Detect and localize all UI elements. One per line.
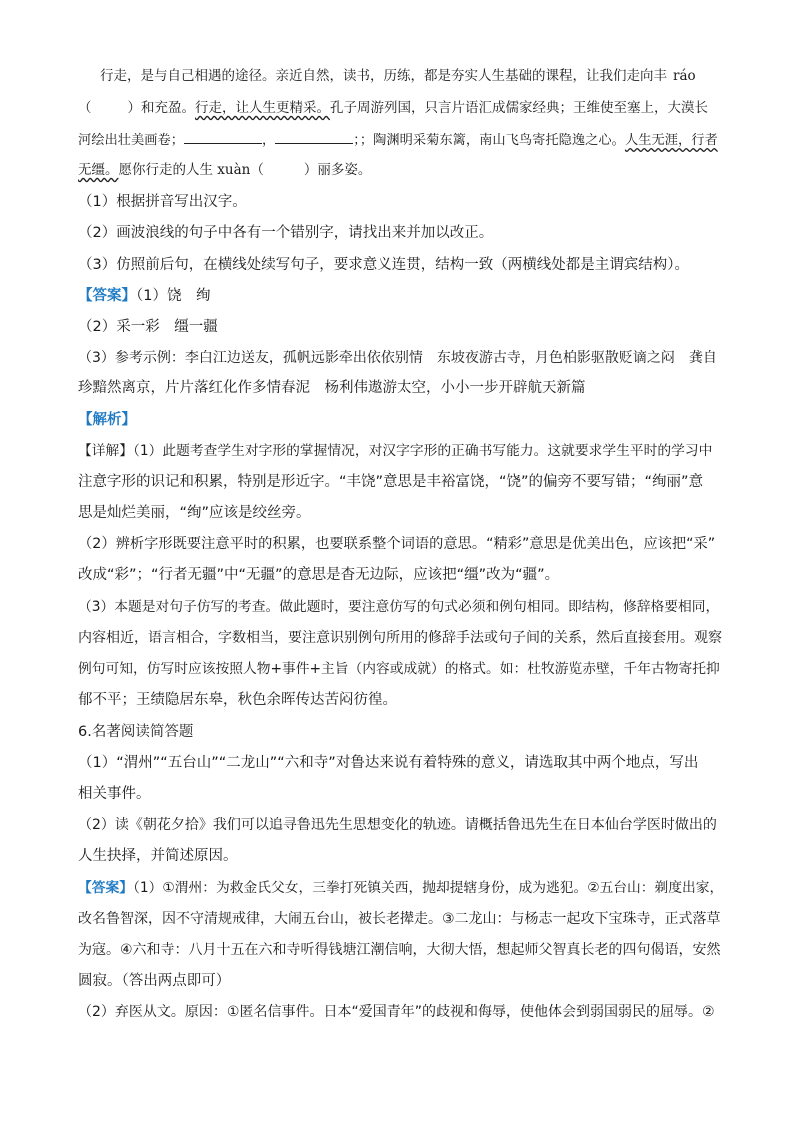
answer-label: 【答案】 (78, 288, 136, 304)
analysis-p3-line-4: 郁不平；王绩隐居东皋，秋色余晖传达苦闷彷徨。 (78, 692, 397, 708)
wavy-sentence-2: 人生无涯，行者 (624, 133, 718, 148)
wavy-sentence-2-end: 无缰。 (78, 162, 119, 178)
answer-5-line-3: （3）参考示例：李白江边送友，孤帆远影牵出依依别情 东坡夜游古寺，月色柏影驱散贬谪之闷 龚自 (78, 350, 717, 366)
analysis-p3-line-2: 内容相近，语言相合，字数相当，要注意识别例句所用的修辞手法或句子间的关系，然后直接套用。观察 (78, 630, 722, 646)
blank-1[interactable] (184, 129, 262, 144)
analysis-p3-line-1: （3）本题是对句子仿写的考查。做此题时，要注意仿写的句式必须和例句相同。即结构，修辞格要相同， (78, 599, 720, 615)
question-5-2: （2）画波浪线的句子中各有一个错别字，请找出来并加以改正。 (78, 225, 494, 241)
wavy-sentence-1: 行走，让人生更精采。 (195, 100, 330, 116)
analysis-p2-line-1: （2）辨析字形既要注意平时的积累，也要联系整个词语的意思。“精彩”意思是优美出色，应该把“采” (78, 536, 716, 552)
answer-6-line-3: 为寇。④六和寺：八月十五在六和寺听得钱塘江潮信响，大彻大悟，想起师父智真长老的四句偈语，安然 (78, 942, 721, 958)
passage-line-1: 行走，是与自己相遇的途径。亲近自然，读书，历练，都是夯实人生基础的课程，让我们走向丰 ráo (100, 68, 696, 84)
pinyin-rao: ráo (673, 68, 696, 84)
answer-6-line-2: 改名鲁智深，因不守清规戒律，大闹五台山，被长老撵走。③二龙山：与杨志一起攻下宝珠寺，正式落草 (78, 911, 721, 927)
analysis-p2-line-2: 改成“彩”；“行者无疆”中“无疆”的意思是杳无边际，应该把“缰”改为“疆”。 (78, 567, 560, 583)
question-6-2-line-2: 人生抉择，并简述原因。 (78, 848, 238, 864)
answer-6-line-5: （2）弃医从文。原因：①匿名信事件。日本“爱国青年”的歧视和侮辱，使他体会到弱国弱民的屈辱。② (78, 1004, 715, 1020)
analysis-p1-line-1: 【详解】（1）此题考查学生对字形的掌握情况，对汉字字形的正确书写能力。这就要求学生平时的学习中 (78, 443, 713, 459)
analysis-p1-line-2: 注意字形的识记和积累，特别是形近字。“丰饶”意思是丰裕富饶，“饶”的偏旁不要写错；“绚丽”意 (78, 474, 704, 490)
analysis-p1-line-3: 思是灿烂美丽，“绚”应该是绞丝旁。 (78, 505, 311, 521)
blank-2[interactable] (275, 129, 353, 144)
question-6-1-line-1: （1）“渭州”“五台山”“二龙山”“六和寺”对鲁达来说有着特殊的意义，请选取其中两个地点，写出 (78, 755, 699, 771)
question-6-2-line-1: （2）读《朝花夕拾》我们可以追寻鲁迅先生思想变化的轨迹。请概括鲁迅先生在日本仙台学医时做出的 (78, 817, 717, 833)
question-6-1-line-2: 相关事件。 (78, 786, 151, 802)
passage-line-2: （ ）和充盈。行走，让人生更精采。孔子周游列国，只言片语汇成儒家经典；王维使至塞上，大漠长 (78, 100, 708, 116)
detail-label: 【详解】 (78, 443, 134, 459)
question-6-title: 6.名著阅读简答题 (78, 724, 194, 740)
answer-5-line-2: （2）采一彩 缰一疆 (78, 319, 218, 335)
passage-line-4: 无缰。愿你行走的人生 xuàn（ ）丽多姿。 (78, 162, 372, 178)
analysis-p3-line-3: 例句可知，仿写时应该按照人物+事件+主旨（内容或成就）的格式。如：杜牧游览赤壁，千年古物寄托抑 (78, 661, 720, 677)
passage-line-3: 河绘出壮美画卷； ， ；；陶渊明采菊东篱，南山飞鸟寄托隐逸之心。人生无涯，行者 (78, 129, 723, 151)
question-5-1: （1）根据拼音写出汉字。 (78, 194, 247, 210)
analysis-label: 【解析】 (78, 412, 136, 428)
answer-5-line-4: 珍黯然离京，片片落红化作多情春泥 杨利伟遨游太空，小小一步开辟航天新篇 (78, 380, 586, 396)
answer-5-line-1: 【答案】（1）饶 绚 (78, 288, 211, 304)
answer-6-line-1: 【答案】（1）①渭州：为救金氏父女，三拳打死镇关西，抛却提辖身份，成为逃犯。②五台山：剃度出家， (78, 880, 724, 896)
answer-label-6: 【答案】 (78, 880, 134, 896)
answer-6-line-4: 圆寂。（答出两点即可） (78, 973, 231, 989)
question-5-3: （3）仿照前后句，在横线处续写句子，要求意义连贯，结构一致（两横线处都是主谓宾结构）。 (78, 257, 689, 273)
